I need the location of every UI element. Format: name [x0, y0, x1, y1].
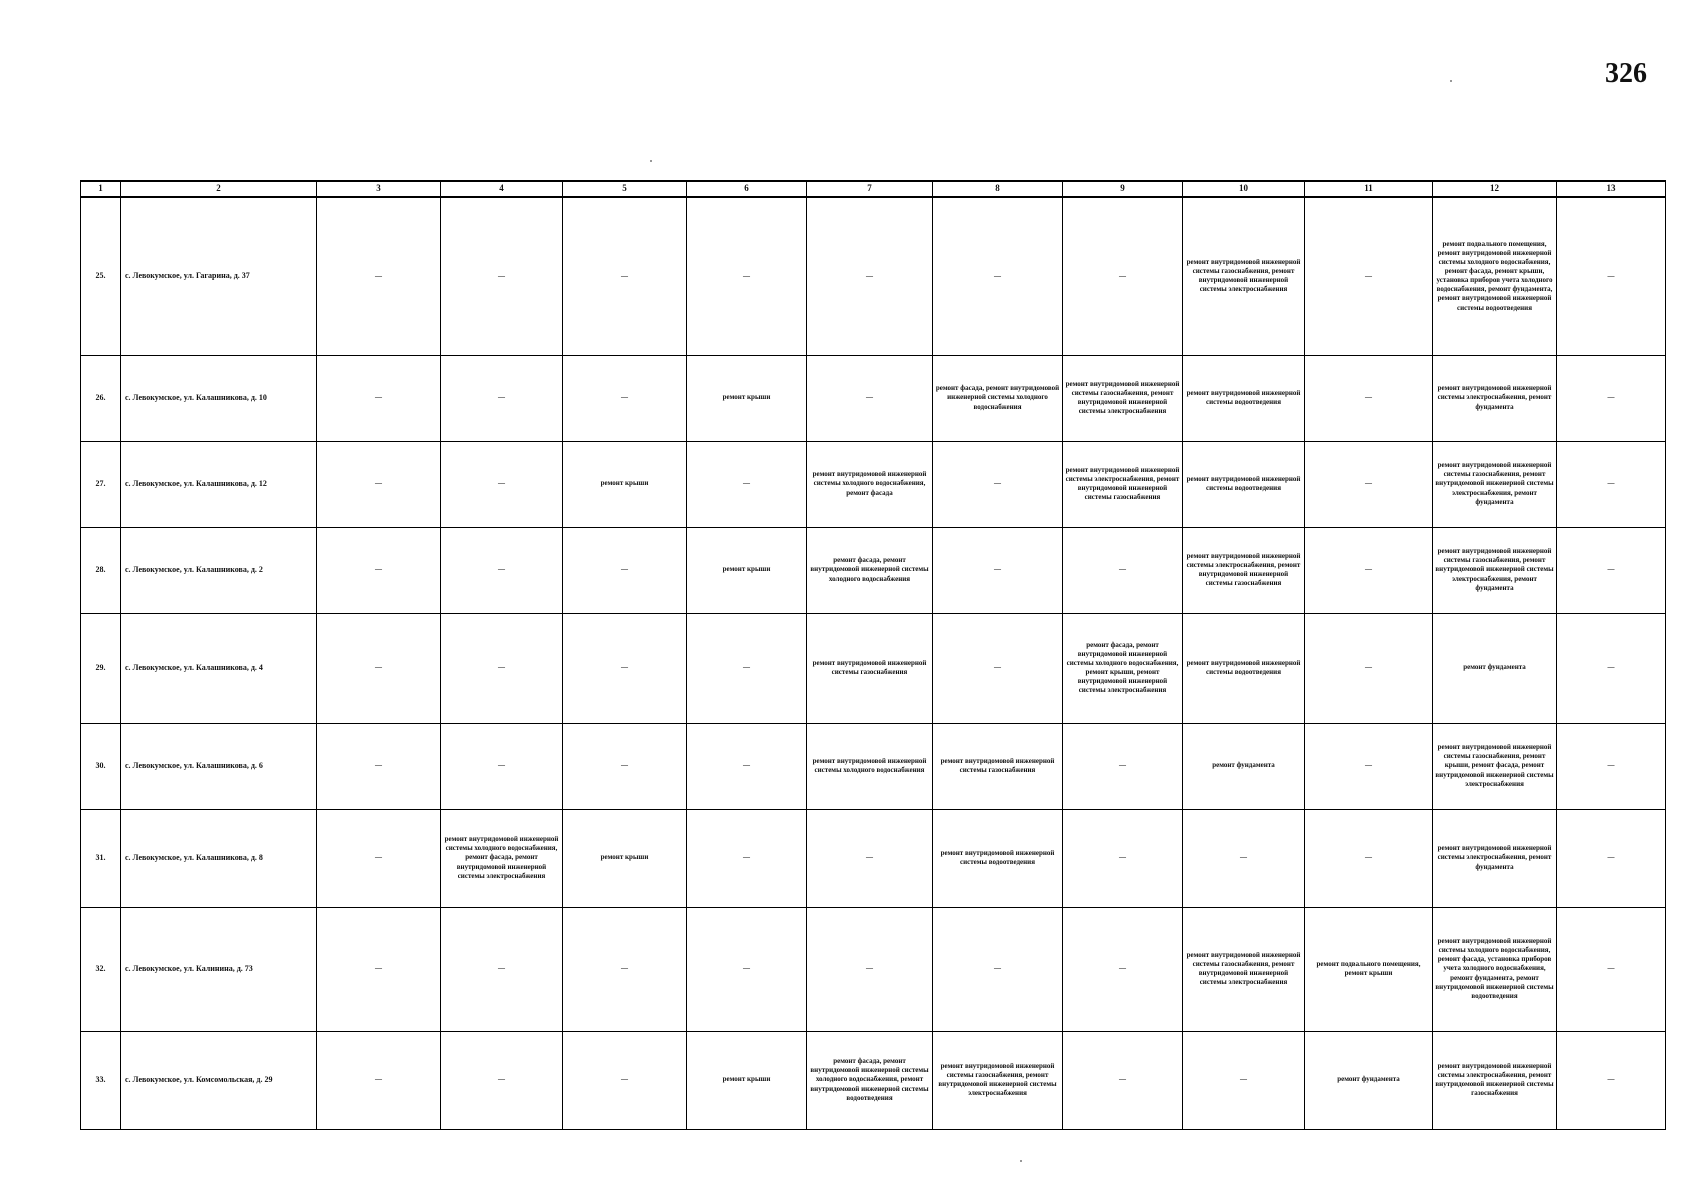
address-cell: с. Левокумское, ул. Калашникова, д. 12 [121, 441, 317, 527]
empty-dash-cell: — [317, 809, 441, 907]
repair-work-cell: ремонт внутридомовой инженерной системы холодного водоснабжения, ремонт фасада, ремонт внутридомовой инженерной системы электроснабжения [441, 809, 563, 907]
empty-dash-cell: — [1183, 1031, 1305, 1129]
column-header: 6 [687, 181, 807, 197]
column-header: 1 [81, 181, 121, 197]
scan-speck [1450, 80, 1452, 82]
row-number: 32. [81, 907, 121, 1031]
empty-dash-cell: — [933, 441, 1063, 527]
repair-work-cell: ремонт фундамента [1433, 613, 1557, 723]
repair-work-cell: ремонт внутридомовой инженерной системы электроснабжения, ремонт фундамента [1433, 809, 1557, 907]
table-row [81, 527, 1666, 613]
row-number: 33. [81, 1031, 121, 1129]
empty-dash-cell: — [687, 197, 807, 355]
empty-dash-cell: — [441, 527, 563, 613]
repair-work-cell: ремонт внутридомовой инженерной системы водоотведения [1183, 613, 1305, 723]
empty-dash-cell: — [1063, 197, 1183, 355]
repair-work-cell: ремонт фундамента [1305, 1031, 1433, 1129]
column-header: 4 [441, 181, 563, 197]
empty-dash-cell: — [317, 441, 441, 527]
empty-dash-cell: — [687, 907, 807, 1031]
empty-dash-cell: — [687, 613, 807, 723]
repair-work-cell: ремонт внутридомовой инженерной системы газоснабжения, ремонт внутридомовой инженерной системы электроснабжения [933, 1031, 1063, 1129]
empty-dash-cell: — [807, 355, 933, 441]
repair-work-cell: ремонт внутридомовой инженерной системы газоснабжения, ремонт внутридомовой инженерной системы электроснабжения [1063, 355, 1183, 441]
empty-dash-cell: — [1305, 441, 1433, 527]
empty-dash-cell: — [1305, 355, 1433, 441]
empty-dash-cell: — [563, 613, 687, 723]
repair-work-cell: ремонт внутридомовой инженерной системы газоснабжения, ремонт внутридомовой инженерной системы электроснабжения, ремонт фундамента [1433, 527, 1557, 613]
table-row [81, 907, 1666, 1031]
address-cell: с. Левокумское, ул. Комсомольская, д. 29 [121, 1031, 317, 1129]
repair-work-cell: ремонт внутридомовой инженерной системы газоснабжения, ремонт крыши, ремонт фасада, ремонт внутридомовой инженерной системы электроснабжения [1433, 723, 1557, 809]
column-header: 7 [807, 181, 933, 197]
empty-dash-cell: — [1557, 197, 1666, 355]
empty-dash-cell: — [1305, 809, 1433, 907]
column-header: 3 [317, 181, 441, 197]
empty-dash-cell: — [317, 723, 441, 809]
repair-work-cell: ремонт внутридомовой инженерной системы холодного водоснабжения, ремонт фасада [807, 441, 933, 527]
empty-dash-cell: — [1063, 1031, 1183, 1129]
empty-dash-cell: — [1063, 527, 1183, 613]
repair-work-cell: ремонт внутридомовой инженерной системы газоснабжения [807, 613, 933, 723]
empty-dash-cell: — [441, 723, 563, 809]
address-cell: с. Левокумское, ул. Калашникова, д. 6 [121, 723, 317, 809]
column-header: 8 [933, 181, 1063, 197]
empty-dash-cell: — [1305, 613, 1433, 723]
empty-dash-cell: — [563, 1031, 687, 1129]
table-row [81, 197, 1666, 355]
empty-dash-cell: — [1557, 723, 1666, 809]
empty-dash-cell: — [317, 1031, 441, 1129]
empty-dash-cell: — [687, 809, 807, 907]
column-number-row [81, 181, 1666, 197]
row-number: 30. [81, 723, 121, 809]
empty-dash-cell: — [563, 907, 687, 1031]
repair-work-cell: ремонт внутридомовой инженерной системы электроснабжения, ремонт внутридомовой инженерной системы газоснабжения [1433, 1031, 1557, 1129]
repair-work-cell: ремонт крыши [563, 809, 687, 907]
empty-dash-cell: — [1557, 441, 1666, 527]
repair-work-cell: ремонт крыши [687, 355, 807, 441]
repair-work-cell: ремонт внутридомовой инженерной системы водоотведения [1183, 355, 1305, 441]
empty-dash-cell: — [1557, 1031, 1666, 1129]
empty-dash-cell: — [1063, 809, 1183, 907]
empty-dash-cell: — [317, 613, 441, 723]
column-header: 9 [1063, 181, 1183, 197]
column-header: 10 [1183, 181, 1305, 197]
column-header: 12 [1433, 181, 1557, 197]
empty-dash-cell: — [807, 197, 933, 355]
empty-dash-cell: — [1557, 613, 1666, 723]
address-cell: с. Левокумское, ул. Калашникова, д. 4 [121, 613, 317, 723]
repair-work-cell: ремонт внутридомовой инженерной системы электроснабжения, ремонт фундамента [1433, 355, 1557, 441]
empty-dash-cell: — [563, 197, 687, 355]
row-number: 28. [81, 527, 121, 613]
empty-dash-cell: — [441, 1031, 563, 1129]
page-number: 326 [1605, 58, 1647, 89]
row-number: 29. [81, 613, 121, 723]
empty-dash-cell: — [317, 527, 441, 613]
empty-dash-cell: — [687, 723, 807, 809]
scan-speck [1020, 1160, 1022, 1162]
empty-dash-cell: — [1063, 723, 1183, 809]
address-cell: с. Левокумское, ул. Калинина, д. 73 [121, 907, 317, 1031]
empty-dash-cell: — [317, 355, 441, 441]
empty-dash-cell: — [1183, 809, 1305, 907]
table-row [81, 1031, 1666, 1129]
repair-work-cell: ремонт крыши [687, 527, 807, 613]
empty-dash-cell: — [441, 441, 563, 527]
address-cell: с. Левокумское, ул. Гагарина, д. 37 [121, 197, 317, 355]
empty-dash-cell: — [1305, 723, 1433, 809]
row-number: 25. [81, 197, 121, 355]
empty-dash-cell: — [933, 527, 1063, 613]
address-cell: с. Левокумское, ул. Калашникова, д. 10 [121, 355, 317, 441]
empty-dash-cell: — [933, 613, 1063, 723]
table-row [81, 723, 1666, 809]
repair-schedule-table [80, 180, 1666, 1130]
empty-dash-cell: — [563, 355, 687, 441]
empty-dash-cell: — [317, 907, 441, 1031]
repair-work-cell: ремонт внутридомовой инженерной системы электроснабжения, ремонт внутридомовой инженерной системы газоснабжения [1063, 441, 1183, 527]
empty-dash-cell: — [1305, 527, 1433, 613]
repair-work-cell: ремонт крыши [687, 1031, 807, 1129]
column-header: 5 [563, 181, 687, 197]
table-body [81, 197, 1666, 1129]
empty-dash-cell: — [1557, 907, 1666, 1031]
empty-dash-cell: — [441, 613, 563, 723]
empty-dash-cell: — [1557, 527, 1666, 613]
empty-dash-cell: — [563, 527, 687, 613]
empty-dash-cell: — [1557, 355, 1666, 441]
repair-work-cell: ремонт фасада, ремонт внутридомовой инженерной системы холодного водоснабжения, ремонт крыши, ремонт внутридомовой инженерной системы электроснабжения [1063, 613, 1183, 723]
empty-dash-cell: — [687, 441, 807, 527]
row-number: 31. [81, 809, 121, 907]
empty-dash-cell: — [563, 723, 687, 809]
repair-work-cell: ремонт фундамента [1183, 723, 1305, 809]
table-row [81, 809, 1666, 907]
column-header: 11 [1305, 181, 1433, 197]
repair-work-cell: ремонт внутридомовой инженерной системы газоснабжения, ремонт внутридомовой инженерной системы электроснабжения [1183, 197, 1305, 355]
table-row [81, 441, 1666, 527]
empty-dash-cell: — [1557, 809, 1666, 907]
repair-work-cell: ремонт крыши [563, 441, 687, 527]
repair-work-cell: ремонт внутридомовой инженерной системы газоснабжения, ремонт внутридомовой инженерной системы электроснабжения, ремонт фундамента [1433, 441, 1557, 527]
column-header: 13 [1557, 181, 1666, 197]
repair-work-cell: ремонт подвального помещения, ремонт внутридомовой инженерной системы холодного водоснабжения, ремонт фасада, ремонт крыши, установка приборов учета холодного водоснабжения, ремонт фундамента, ремонт внутридомовой инженерной системы водоотведения [1433, 197, 1557, 355]
empty-dash-cell: — [933, 907, 1063, 1031]
repair-work-cell: ремонт внутридомовой инженерной системы газоснабжения, ремонт внутридомовой инженерной системы электроснабжения [1183, 907, 1305, 1031]
table-row [81, 613, 1666, 723]
repair-work-cell: ремонт внутридомовой инженерной системы электроснабжения, ремонт внутридомовой инженерной системы газоснабжения [1183, 527, 1305, 613]
table-row [81, 355, 1666, 441]
repair-work-cell: ремонт фасада, ремонт внутридомовой инженерной системы холодного водоснабжения [933, 355, 1063, 441]
repair-work-cell: ремонт внутридомовой инженерной системы холодного водоснабжения [807, 723, 933, 809]
repair-work-cell: ремонт внутридомовой инженерной системы водоотведения [1183, 441, 1305, 527]
empty-dash-cell: — [807, 809, 933, 907]
row-number: 27. [81, 441, 121, 527]
repair-work-cell: ремонт фасада, ремонт внутридомовой инженерной системы холодного водоснабжения, ремонт внутридомовой инженерной системы водоотведения [807, 1031, 933, 1129]
address-cell: с. Левокумское, ул. Калашникова, д. 8 [121, 809, 317, 907]
address-cell: с. Левокумское, ул. Калашникова, д. 2 [121, 527, 317, 613]
repair-work-cell: ремонт подвального помещения, ремонт крыши [1305, 907, 1433, 1031]
empty-dash-cell: — [441, 907, 563, 1031]
empty-dash-cell: — [1063, 907, 1183, 1031]
row-number: 26. [81, 355, 121, 441]
empty-dash-cell: — [317, 197, 441, 355]
scan-speck [650, 160, 652, 162]
repair-work-cell: ремонт внутридомовой инженерной системы водоотведения [933, 809, 1063, 907]
column-header: 2 [121, 181, 317, 197]
repair-work-cell: ремонт внутридомовой инженерной системы газоснабжения [933, 723, 1063, 809]
repair-work-cell: ремонт фасада, ремонт внутридомовой инженерной системы холодного водоснабжения [807, 527, 933, 613]
repair-work-cell: ремонт внутридомовой инженерной системы холодного водоснабжения, ремонт фасада, установка приборов учета холодного водоснабжения, ремонт фундамента, ремонт внутридомовой инженерной системы водоотведения [1433, 907, 1557, 1031]
empty-dash-cell: — [933, 197, 1063, 355]
empty-dash-cell: — [441, 197, 563, 355]
empty-dash-cell: — [1305, 197, 1433, 355]
empty-dash-cell: — [807, 907, 933, 1031]
empty-dash-cell: — [441, 355, 563, 441]
